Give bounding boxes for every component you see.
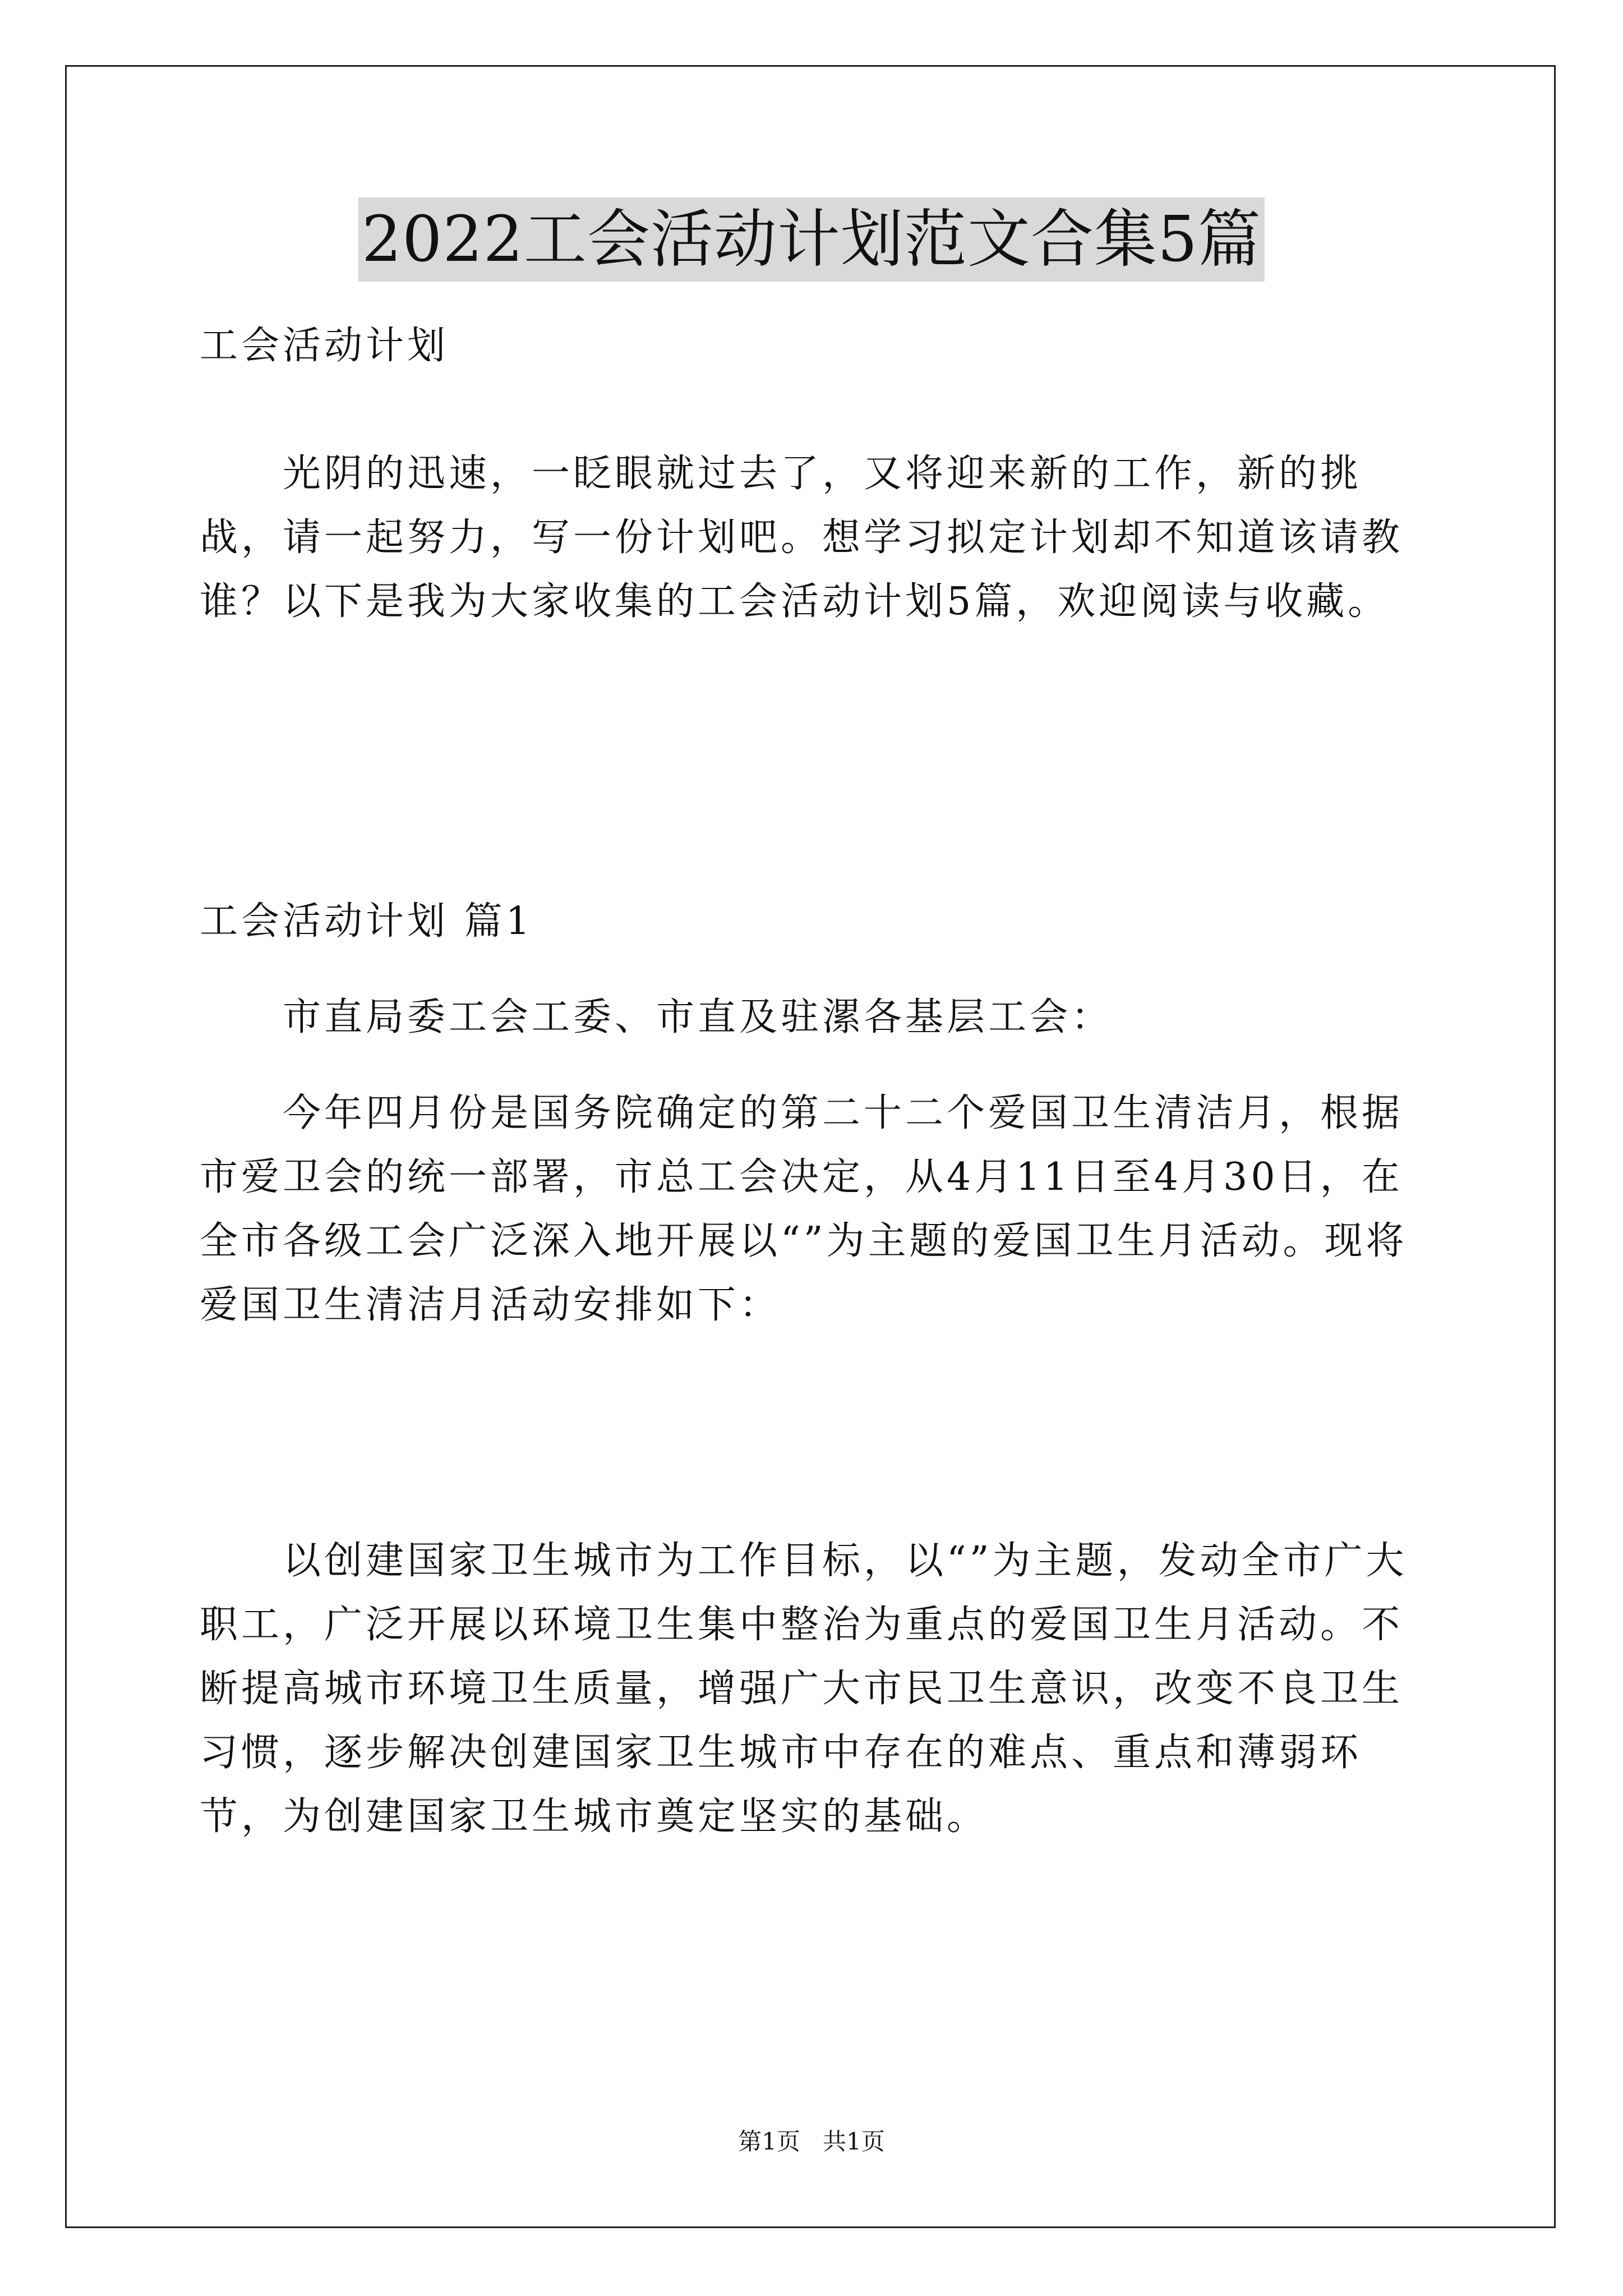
section-heading: 工会活动计划 (200, 324, 449, 368)
page-total: 共1页 (823, 2128, 885, 2155)
intro-paragraph: 光阴的迅速，一眨眼就过去了，又将迎来新的工作，新的挑战，请一起努力，写一份计划吧。想学习拟定计划却不知道该请教谁？以下是我为大家收集的工会活动计划5篇，欢迎阅读与收藏。 (200, 452, 1404, 624)
body-paragraph-1: 今年四月份是国务院确定的第二十二个爱国卫生清洁月，根据市爱卫会的统一部署，市总工会决定，从4月11日至4月30日，在全市各级工会广泛深入地开展以“”为主题的爱国卫生月活动。现将爱国卫生清洁月活动安排如下： (200, 1091, 1408, 1327)
body-paragraph-2: 以创建国家卫生城市为工作目标，以“”为主题，发动全市广大职工，广泛开展以环境卫生集中整治为重点的爱国卫生月活动。不断提高城市环境卫生质量，增强广大市民卫生意识，改变不良卫生习惯，逐步解决创建国家卫生城市中存在的难点、重点和薄弱环节，为创建国家卫生城市奠定坚实的基础。 (200, 1539, 1408, 1839)
page-footer (0, 2125, 1623, 2159)
page-number: 第1页 (738, 2128, 800, 2155)
document-title (0, 197, 1623, 282)
document-title-text: 2022工会活动计划范文合集5篇 (358, 197, 1265, 282)
salutation-paragraph: 市直局委工会工委、市直及驻漯各基层工会： (283, 995, 1113, 1039)
article-heading: 工会活动计划 篇1 (200, 899, 533, 944)
